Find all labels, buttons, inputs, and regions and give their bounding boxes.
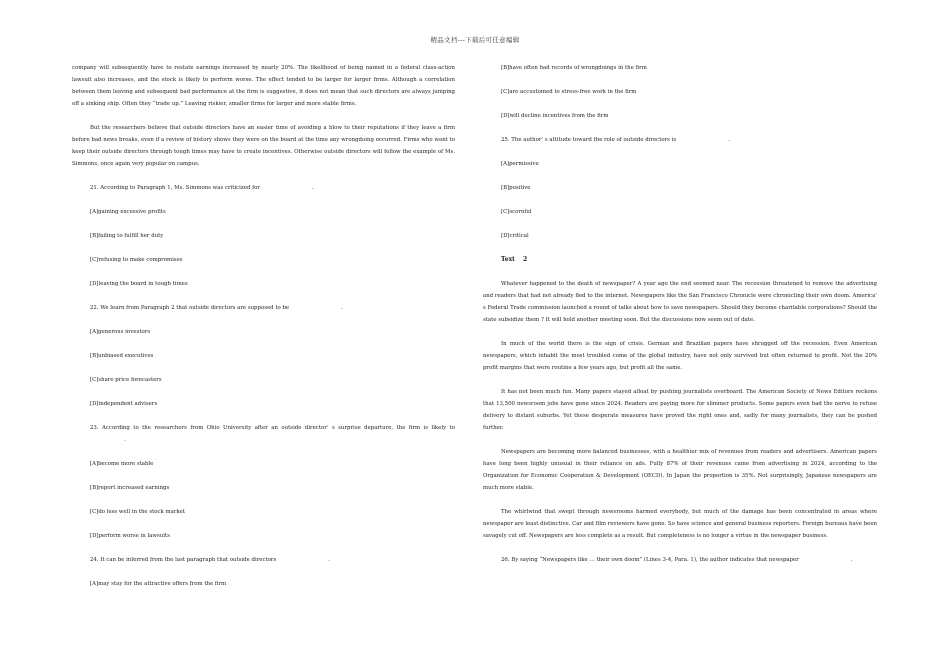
option: [B]have often had records of wrongdoings in the firm (501, 65, 647, 71)
option: [D]leaving the board in tough times (90, 281, 188, 287)
option: [B]report increased earnings (90, 485, 170, 491)
right-column (483, 62, 877, 578)
option: [A]become more stable (90, 461, 154, 467)
left-column (72, 62, 455, 602)
option: [A]gaining excessive profits (90, 209, 166, 215)
option: [C]do less well in the stock market (90, 509, 186, 515)
option: [C]are accustomed to stress-free work in the firm (501, 89, 637, 95)
paragraph: It has not been much fun. Many papers stayed afloat by pushing journalists overboard. The American Society of News Editors reckons that 13,500 newsroom jobs have gone since 2024. Readers are paying more for slimmer products. Some papers even had the nerve to refuse delivery to distant suburbs. Yet these desperate measures have proved the right ones and, sadly for many journalists, they can be pushed further. (483, 389, 877, 431)
page-header: 精品文档---下载后可任意编辑 (430, 36, 520, 44)
question-24: 24. It can be inferred from the last paragraph that outside directors . (90, 557, 330, 563)
paragraph: Whatever happened to the death of newspaper? A year ago the end seemed near. The recession threatened to remove the advertising and readers that had not already fled to the internet. Newspapers like the San Francisco Chronicle were chronicling their own doom. America’ s Federal Trade commission launched a round of talks about how to save newspapers. Should they become charitable corporations? Should the state subsidize them ? It will hold another meeting soon. But the discussions now seem out of date. (483, 281, 877, 323)
paragraph: Newspapers are becoming more balanced businesses, with a healthier mix of revenues from readers and advertisers. American papers have long been highly unusual in their reliance on ads. Fully 87% of their revenues came from advertising in 2024, according to the Organization for Economic Cooperation & Development (OECD). In Japan the proportion is 35%. Not surprisingly, Japanese newspapers are much more stable. (483, 449, 877, 491)
option: [A]permissive (501, 161, 539, 167)
option: [A]may stay for the attractive offers from the firm (90, 581, 227, 587)
question-21: 21. According to Paragraph 1, Ms. Simmons was criticized for . (90, 185, 314, 191)
option: [C]share price forecasters (90, 377, 162, 383)
paragraph: company will subsequently have to restate earnings increased by nearly 20%. The likelihood of being named in a federal class-action lawsuit also increases, and the stock is likely to perform worse. The effect tended to be larger for larger firms. Although a correlation between them leaving and subsequent bad performance at the firm is suggestive, it does not mean that such directors are always jumping off a sinking ship. Often they “trade up.” Leaving riskier, smaller firms for larger and more stable firms. (72, 65, 455, 107)
paragraph: But the researchers believe that outside directors have an easier time of avoiding a blow to their reputations if they leave a firm before bad news breaks, even if a review of history shows they were on the board at the time any wrongdoing occurred. Firms who want to keep their outside directors through tough times may have to create incentives. Otherwise outside directors will follow the example of Ms. Simmons, once again very popular on campus. (72, 125, 455, 167)
question-22: 22. We learn from Paragraph 2 that outside directors are supposed to be . (90, 305, 343, 311)
paragraph: In much of the world there is the sign of crisis. German and Brazilian papers have shrugged off the recession. Even American newspapers, which inhabit the most troubled come of the global industry, have not only survived but often returned to profit. Not the 20% profit margins that were routine a few years ago, but profit all the same. (483, 341, 877, 371)
option: [B]failing to fulfill her duty (90, 233, 164, 239)
paragraph: The whirlwind that swept through newsrooms harmed everybody, but much of the damage has been concentrated in areas where newspaper are least distinctive. Car and film reviewers have gone. So have science and general business reporters. Foreign bureaus have been savagely cut off. Newspapers are less complete as a result. But completeness is no longer a virtue in the newspaper business. (483, 509, 877, 539)
option: [D]independent advisers (90, 401, 158, 407)
option: [D]perform worse in lawsuits (90, 533, 170, 539)
text-heading: Text 2 (501, 256, 528, 263)
option: [C]refusing to make compromises (90, 257, 183, 263)
question-25: 25. The author’ s attitude toward the role of outside directors is . (501, 137, 730, 143)
option: [C]scornful (501, 209, 532, 215)
option: [A]generous investors (90, 329, 151, 335)
option: [B]positive (501, 185, 531, 191)
question-26: 26. By saying “Newspapers like … their own doom” (Lines 3-4, Para. 1), the author indicates that newspaper . (501, 557, 853, 563)
option: [D]will decline incentives from the firm (501, 113, 609, 119)
option: [D]critical (501, 233, 529, 239)
option: [B]unbiased executives (90, 353, 154, 359)
question-23: 23. According to the researchers from Ohio University after an outside director’ s surprise departure, the firm is likely to. (90, 425, 455, 443)
